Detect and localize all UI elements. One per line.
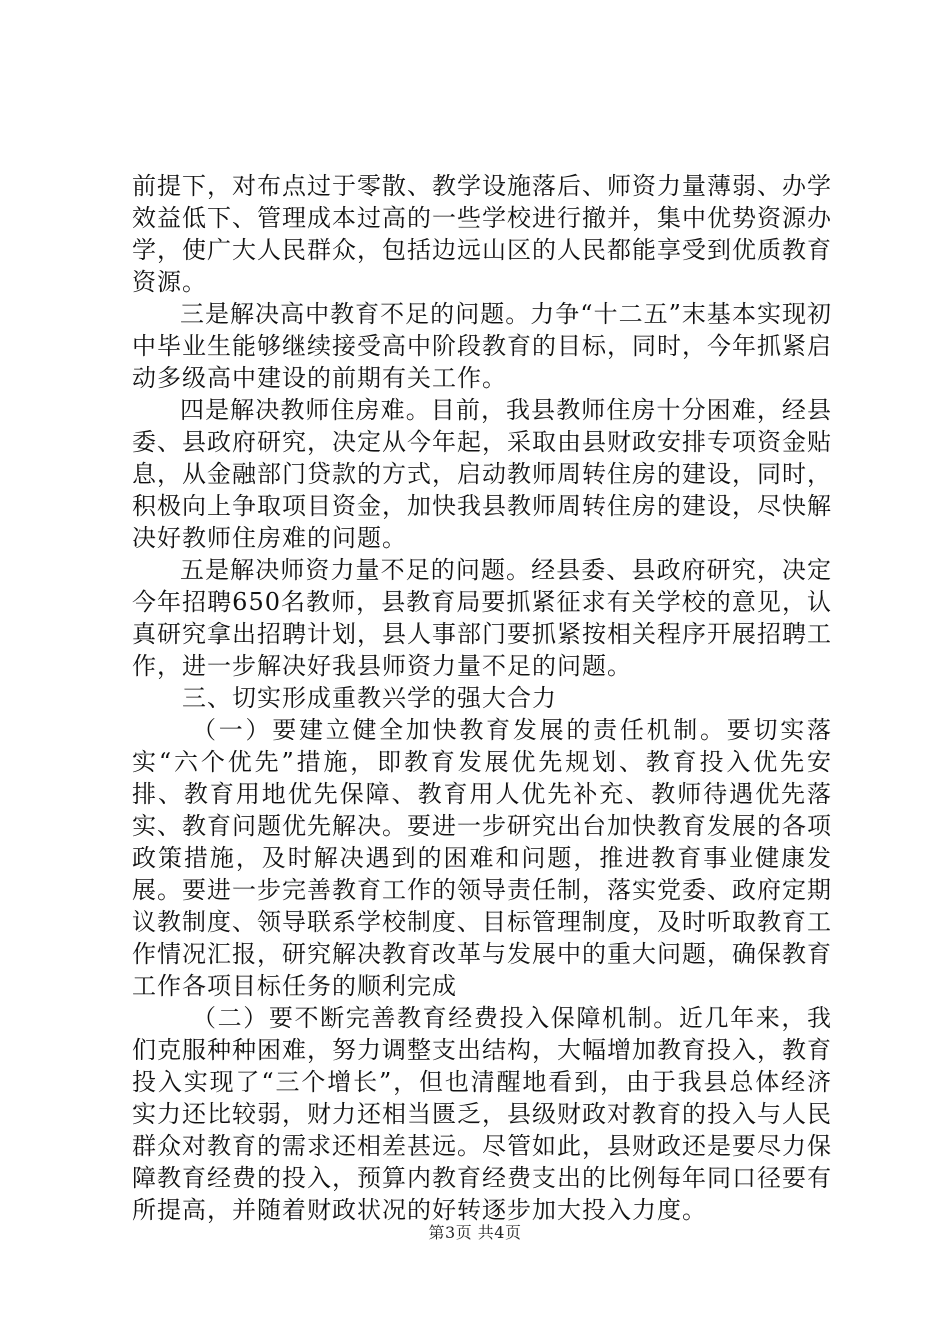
document-body (132, 170, 832, 1226)
paragraph-funding-mechanism: （二）要不断完善教育经费投入保障机制。近几年来，我们克服种种困难，努力调整支出结构，大幅增加教育投入，教育投入实现了“三个增长”，但也清醒地看到，由于我县总体经济实力还比较弱，财力还相当匮乏，县级财政对教育的投入与人民群众对教育的需求还相差甚远。尽管如此，县财政还是要尽力保障教育经费的投入，预算内教育经费支出的比例每年同口径要有所提高，并随着财政状况的好转逐步加大投入力度。 (132, 1004, 832, 1224)
paragraph-responsibility-mechanism: （一）要建立健全加快教育发展的责任机制。要切实落实“六个优先”措施，即教育发展优先规划、教育投入优先安排、教育用地优先保障、教育用人优先补充、教师待遇优先落实、教育问题优先解决。要进一步研究出台加快教育发展的各项政策措施，及时解决遇到的困难和问题，推进教育事业健康发展。要进一步完善教育工作的领导责任制，落实党委、政府定期议教制度、领导联系学校制度、目标管理制度，及时听取教育工作情况汇报，研究解决教育改革与发展中的重大问题，确保教育工作各项目标任务的顺利完成 (132, 716, 832, 1000)
section-heading: 三、切实形成重教兴学的强大合力 (182, 684, 557, 712)
paragraph-teacher-staffing: 五是解决师资力量不足的问题。经县委、县政府研究，决定今年招聘650名教师，县教育局要抓紧征求有关学校的意见，认真研究拿出招聘计划，县人事部门要抓紧按相关程序开展招聘工作，进一步解决好我县师资力量不足的问题。 (132, 556, 832, 680)
paragraph-teacher-housing: 四是解决教师住房难。目前，我县教师住房十分困难，经县委、县政府研究，决定从今年起，采取由县财政安排专项资金贴息，从金融部门贷款的方式，启动教师周转住房的建设，同时，积极向上争取项目资金，加快我县教师周转住房的建设，尽快解决好教师住房难的问题。 (132, 396, 832, 552)
paragraph-continuation: 前提下，对布点过于零散、教学设施落后、师资力量薄弱、办学效益低下、管理成本过高的一些学校进行撤并，集中优势资源办学，使广大人民群众，包括边远山区的人民都能享受到优质教育资源。 (132, 172, 832, 296)
page-footer: 第3页 共4页 (428, 1223, 522, 1242)
paragraph-high-school: 三是解决高中教育不足的问题。力争“十二五”末基本实现初中毕业生能够继续接受高中阶段教育的目标，同时，今年抓紧启动多级高中建设的前期有关工作。 (132, 300, 832, 392)
